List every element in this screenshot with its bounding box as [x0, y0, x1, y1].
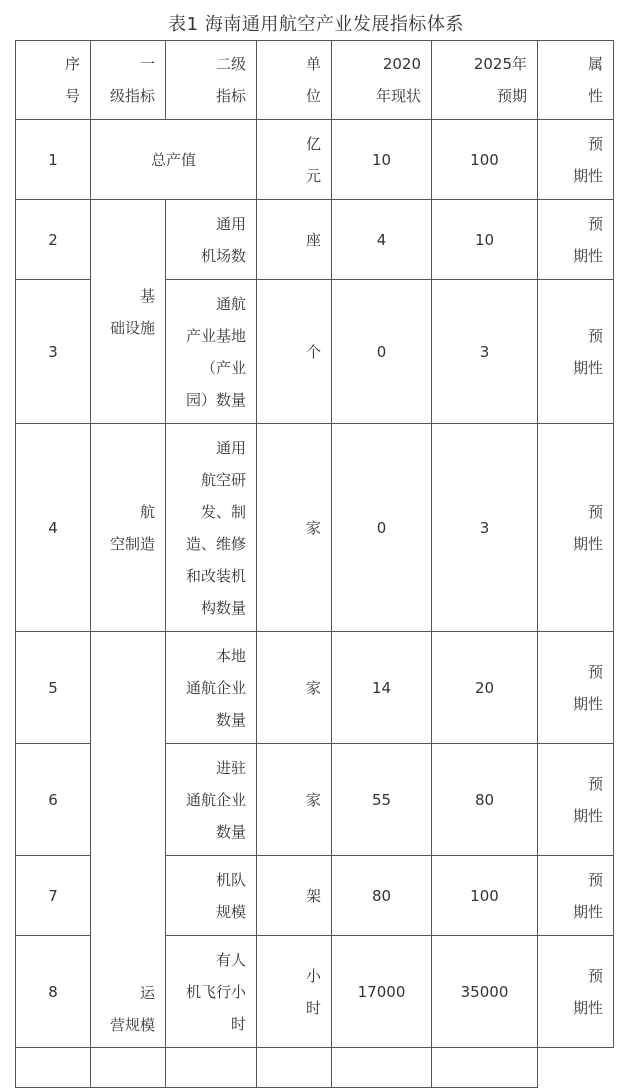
value-2020-cell: 14	[332, 632, 432, 744]
header-attr: 属 性	[538, 41, 614, 120]
value-2025-cell: 3	[432, 280, 538, 424]
value-2020-cell: 17000	[332, 936, 432, 1048]
header-level1: 一 级指标	[91, 41, 166, 120]
attr-cell: 预 期性	[538, 280, 614, 424]
header-2025: 2025年 预期	[432, 41, 538, 120]
unit-cell: 亿 元	[257, 120, 332, 200]
level2-cell: 本地 通航企业 数量	[166, 632, 257, 744]
empty-cell	[91, 1048, 166, 1088]
group-cell-infrastructure: 基 础设施	[91, 200, 166, 424]
header-row	[16, 41, 614, 120]
indicator-table	[15, 40, 614, 1088]
value-2020-cell: 10	[332, 120, 432, 200]
unit-cell: 架	[257, 856, 332, 936]
level2-cell: 通用 机场数	[166, 200, 257, 280]
header-seq: 序 号	[16, 41, 91, 120]
table-title: 表1 海南通用航空产业发展指标体系	[168, 14, 464, 35]
level2-cell: 进驻 通航企业 数量	[166, 744, 257, 856]
unit-cell: 家	[257, 744, 332, 856]
group-cell-manufacturing: 航 空制造	[91, 424, 166, 632]
value-2025-cell: 3	[432, 424, 538, 632]
value-2025-cell: 10	[432, 200, 538, 280]
attr-cell: 预 期性	[538, 632, 614, 744]
value-2025-cell: 20	[432, 632, 538, 744]
seq-cell: 7	[16, 856, 91, 936]
level2-cell: 有人 机飞行小 时	[166, 936, 257, 1048]
level2-cell: 通航 产业基地 （产业 园）数量	[166, 280, 257, 424]
unit-cell: 家	[257, 632, 332, 744]
value-2025-cell: 100	[432, 120, 538, 200]
value-2025-cell: 80	[432, 744, 538, 856]
attr-cell: 预 期性	[538, 120, 614, 200]
seq-cell: 5	[16, 632, 91, 744]
attr-cell: 预 期性	[538, 200, 614, 280]
value-2020-cell: 0	[332, 280, 432, 424]
seq-cell: 8	[16, 936, 91, 1048]
unit-cell: 个	[257, 280, 332, 424]
table-row	[16, 632, 614, 744]
header-2020: 2020 年现状	[332, 41, 432, 120]
unit-cell: 座	[257, 200, 332, 280]
value-2020-cell: 55	[332, 744, 432, 856]
table-row	[16, 120, 614, 200]
seq-cell: 3	[16, 280, 91, 424]
empty-cell	[166, 1048, 257, 1088]
attr-cell: 预 期性	[538, 936, 614, 1048]
value-2025-cell: 35000	[432, 936, 538, 1048]
empty-cell	[16, 1048, 91, 1088]
header-unit: 单 位	[257, 41, 332, 120]
level2-cell: 机队 规模	[166, 856, 257, 936]
level2-cell: 通用 航空研 发、制 造、维修 和改装机 构数量	[166, 424, 257, 632]
attr-cell: 预 期性	[538, 424, 614, 632]
seq-cell: 6	[16, 744, 91, 856]
seq-cell: 2	[16, 200, 91, 280]
value-2020-cell: 4	[332, 200, 432, 280]
value-2025-cell: 100	[432, 856, 538, 936]
seq-cell: 1	[16, 120, 91, 200]
attr-cell: 预 期性	[538, 744, 614, 856]
group-cell-operations: 运 营规模	[91, 632, 166, 1048]
seq-cell: 4	[16, 424, 91, 632]
unit-cell: 小 时	[257, 936, 332, 1048]
empty-cell	[432, 1048, 538, 1088]
unit-cell: 家	[257, 424, 332, 632]
header-level2: 二级 指标	[166, 41, 257, 120]
empty-cell	[332, 1048, 432, 1088]
merged-indicator-cell: 总产值	[91, 120, 257, 200]
value-2020-cell: 0	[332, 424, 432, 632]
empty-cell	[257, 1048, 332, 1088]
value-2020-cell: 80	[332, 856, 432, 936]
table-row	[16, 424, 614, 632]
table-row	[16, 200, 614, 280]
attr-cell: 预 期性	[538, 856, 614, 936]
table-row-partial	[16, 1048, 614, 1088]
